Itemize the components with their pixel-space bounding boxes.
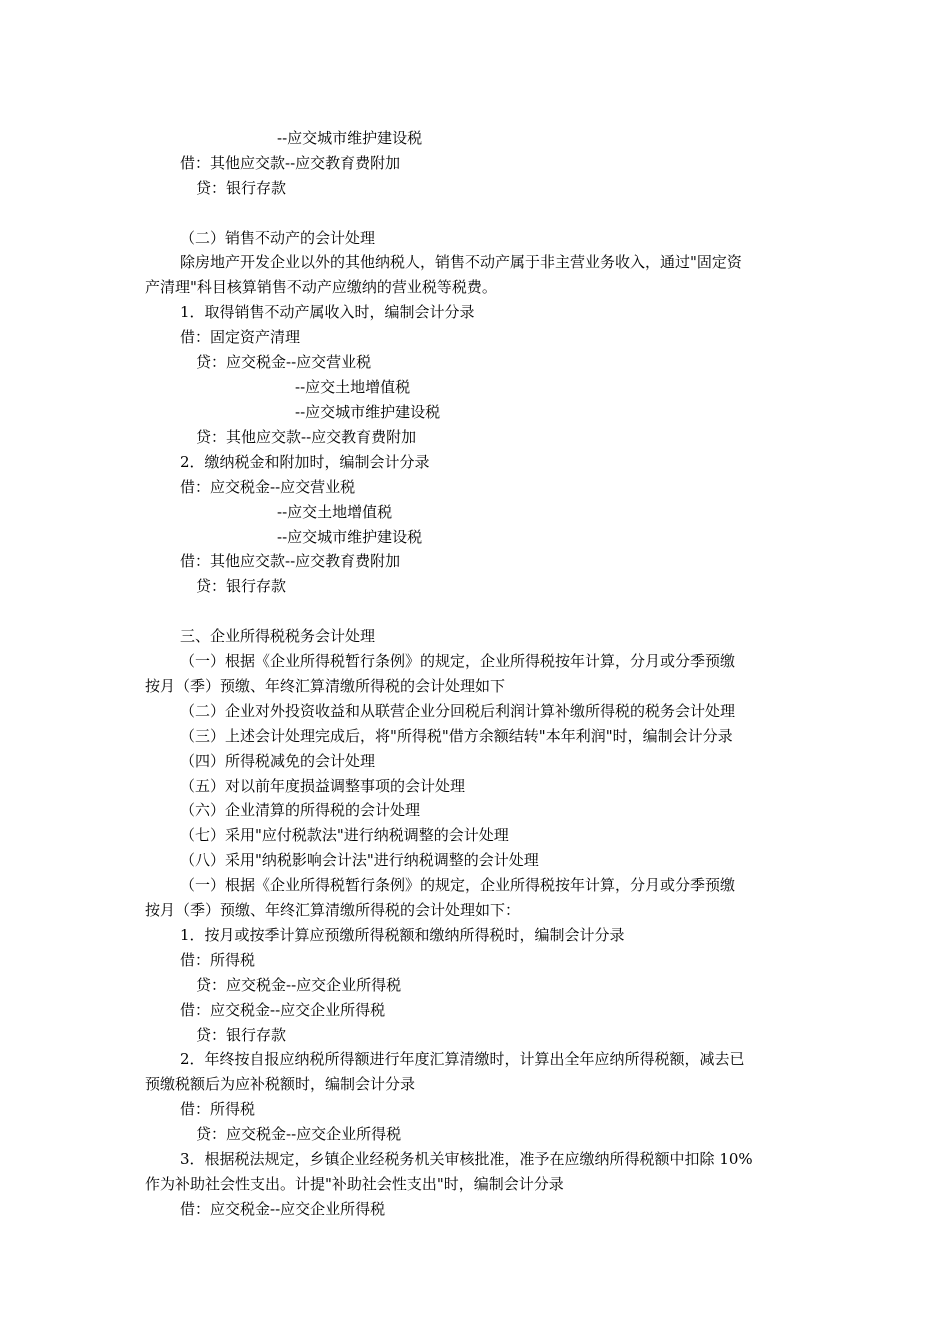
text-line: 1．取得销售不动产属收入时，编制会计分录 [180, 303, 475, 321]
text-line: 2．年终按自报应纳税所得额进行年度汇算清缴时，计算出全年应纳所得税额，减去已 [180, 1050, 745, 1068]
text-line: 借：所得税 [180, 951, 256, 969]
text-line: 2．缴纳税金和附加时，编制会计分录 [180, 453, 430, 471]
text-line: --应交土地增值税 [277, 503, 393, 521]
text-line: 产清理"科目核算销售不动产应缴纳的营业税等税费。 [145, 278, 497, 296]
text-line: --应交城市维护建设税 [277, 528, 423, 546]
text-line: 借：其他应交款--应交教育费附加 [180, 552, 401, 570]
text-line: （三）上述会计处理完成后，将"所得税"借方余额结转"本年利润"时，编制会计分录 [180, 727, 733, 745]
text-line: --应交城市维护建设税 [277, 129, 423, 147]
text-line: （二）企业对外投资收益和从联营企业分回税后利润计算补缴所得税的税务会计处理 [180, 702, 736, 720]
text-line: --应交城市维护建设税 [295, 403, 441, 421]
text-line: 1．按月或按季计算应预缴所得税额和缴纳所得税时，编制会计分录 [180, 926, 625, 944]
text-line: （六）企业清算的所得税的会计处理 [180, 801, 421, 819]
text-line: --应交土地增值税 [295, 378, 411, 396]
text-line: （四）所得税减免的会计处理 [180, 752, 376, 770]
text-line: 借：应交税金--应交营业税 [180, 478, 356, 496]
text-line: 借：其他应交款--应交教育费附加 [180, 154, 401, 172]
text-line: 贷：银行存款 [196, 179, 287, 197]
text-line: 贷：其他应交款--应交教育费附加 [196, 428, 417, 446]
text-line: 按月（季）预缴、年终汇算清缴所得税的会计处理如下 [145, 677, 506, 695]
text-line: （五）对以前年度损益调整事项的会计处理 [180, 777, 466, 795]
text-line: 借：应交税金--应交企业所得税 [180, 1200, 386, 1218]
text-line: （一）根据《企业所得税暂行条例》的规定，企业所得税按年计算，分月或分季预缴 [180, 652, 736, 670]
text-line: （一）根据《企业所得税暂行条例》的规定，企业所得税按年计算，分月或分季预缴 [180, 876, 736, 894]
text-line: 贷：银行存款 [196, 1026, 287, 1044]
text-line: 预缴税额后为应补税额时，编制会计分录 [145, 1075, 416, 1093]
text-line: （七）采用"应付税款法"进行纳税调整的会计处理 [180, 826, 509, 844]
text-line: 贷：应交税金--应交营业税 [196, 353, 372, 371]
section-heading: 三、企业所得税税务会计处理 [180, 627, 376, 645]
text-line: 除房地产开发企业以外的其他纳税人，销售不动产属于非主营业务收入，通过"固定资 [180, 253, 742, 271]
text-line: 按月（季）预缴、年终汇算清缴所得税的会计处理如下： [145, 901, 521, 919]
text-line: 借：应交税金--应交企业所得税 [180, 1001, 386, 1019]
text-line: 借：所得税 [180, 1100, 256, 1118]
text-line: 贷：银行存款 [196, 577, 287, 595]
text-line: 作为补助社会性支出。计提"补助社会性支出"时，编制会计分录 [145, 1175, 564, 1193]
text-line: 借：固定资产清理 [180, 328, 301, 346]
section-heading: （二）销售不动产的会计处理 [180, 229, 376, 247]
text-line: 贷：应交税金--应交企业所得税 [196, 1125, 402, 1143]
text-line: 3．根据税法规定，乡镇企业经税务机关审核批准，准予在应缴纳所得税额中扣除 10% [180, 1150, 753, 1168]
text-line: （八）采用"纳税影响会计法"进行纳税调整的会计处理 [180, 851, 539, 869]
text-line: 贷：应交税金--应交企业所得税 [196, 976, 402, 994]
